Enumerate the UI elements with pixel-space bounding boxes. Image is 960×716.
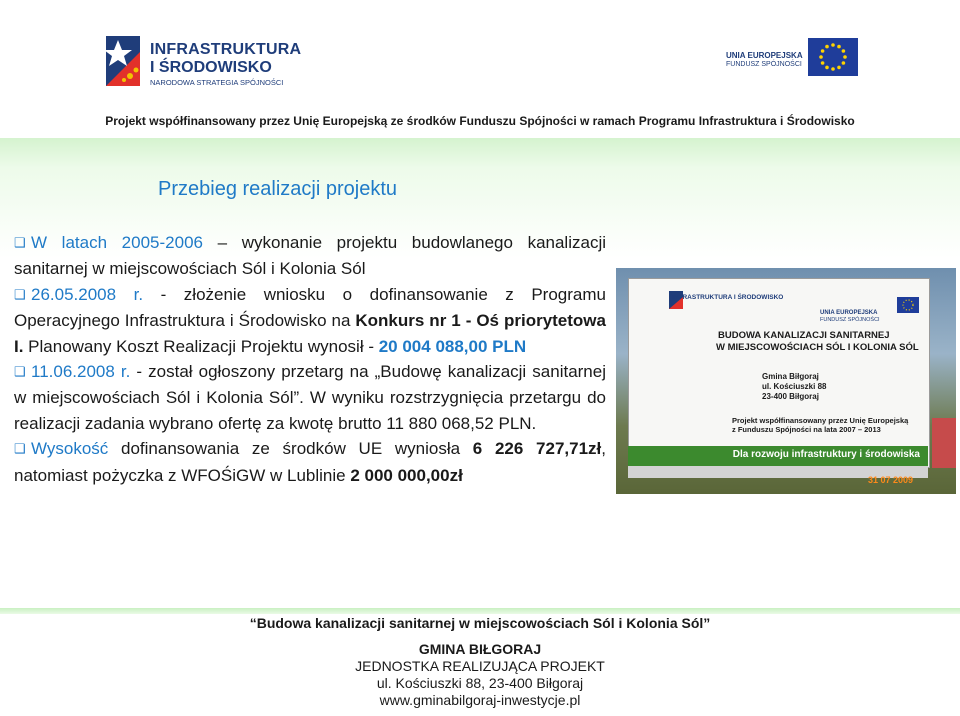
list-item [14, 282, 606, 359]
footer-website: www.gminabilgoraj-inwestycje.pl [379, 692, 581, 708]
logo-line-3: NARODOWA STRATEGIA SPÓJNOŚCI [150, 78, 284, 87]
photo-date-stamp: 31 07 2009 [868, 475, 914, 485]
checkbox-bullet-icon: ❑ [14, 441, 26, 457]
eu-logo-line-1: UNIA EUROPEJSKA [726, 51, 803, 60]
item-bold-text: Konkurs nr 1 - Oś priorytetowa I. [14, 311, 606, 356]
board-address-2: ul. Kościuszki 88 [762, 382, 827, 391]
board-eu-line-1: UNIA EUROPEJSKA [820, 310, 878, 316]
item-text: dofinansowania ze środków UE wyniosła [108, 439, 473, 459]
footer-unit: JEDNOSTKA REALIZUJĄCA PROJEKT [355, 658, 605, 674]
infrastruktura-logo [100, 32, 302, 92]
item-text: , natomiast pożyczka z WFOŚiGW w Lublinie [14, 439, 606, 485]
board-cofin-2: z Funduszu Spójności na lata 2007 – 2013 [732, 425, 881, 434]
eu-funding-amount: 6 226 727,71zł [472, 439, 602, 459]
item-text: Planowany Koszt Realizacji Projektu wynosił - [23, 336, 379, 356]
footer-project-name: “Budowa kanalizacji sanitarnej w miejscowościach Sól i Kolonia Sól” [249, 615, 711, 631]
logo-line-1: INFRASTRUKTURA [150, 41, 302, 58]
loan-amount: 2 000 000,00zł [350, 465, 463, 485]
progress-list [14, 230, 606, 488]
planned-cost-amount: 20 004 088,00 PLN [378, 336, 527, 356]
side-sign [932, 418, 956, 468]
board-title-line-1: BUDOWA KANALIZACJI SANITARNEJ [718, 330, 890, 341]
board-band [628, 446, 928, 466]
item-date: W latach 2005-2006 [31, 233, 203, 252]
checkbox-bullet-icon: ❑ [14, 286, 26, 302]
list-item [14, 436, 606, 488]
eu-logo-line-2: FUNDUSZ SPÓJNOŚCI [726, 61, 802, 68]
item-date: 11.06.2008 r. [31, 362, 131, 382]
eu-flag-icon [897, 297, 919, 313]
slide-body [0, 138, 960, 608]
footer-address: ul. Kościuszki 88, 23-400 Biłgoraj [376, 675, 584, 691]
board-address-1: Gmina Biłgoraj [762, 372, 819, 381]
billboard-photo [616, 268, 956, 494]
footer [0, 608, 960, 716]
board-eu-line-2: FUNDUSZ SPÓJNOŚCI [820, 317, 880, 323]
infrastruktura-logo-icon [100, 32, 146, 90]
item-date: 26.05.2008 r. [31, 284, 144, 304]
cofinancing-line: Projekt współfinansowany przez Unię Europejską ze środków Funduszu Spójności w ramach Programu Infrastruktura i Środowisko [105, 114, 855, 128]
board-address-3: 23-400 Biłgoraj [762, 392, 819, 401]
board-title-line-2: W MIEJSCOWOŚCIACH SÓL I KOLONIA SÓL [716, 342, 919, 353]
eu-flag-icon [808, 38, 858, 76]
item-text: - złożenie wniosku o dofinansowanie z Programu Operacyjnego Infrastruktura i Środowisko na [14, 284, 606, 331]
page-title: Przebieg realizacji projektu [158, 178, 398, 200]
checkbox-bullet-icon: ❑ [14, 364, 26, 380]
header [0, 0, 960, 138]
item-text: - został ogłoszony przetarg na „Budowę kanalizacji sanitarnej w miejscowościach Sól i Kolonia Sól”. W wyniku rozstrzygnięcia przetargu do realizacji zadania wybrano ofertę za kwotę brutto 11 880 068,52 PLN. [14, 362, 606, 433]
board-cofin-1: Projekt współfinansowany przez Unię Europejską [732, 416, 909, 425]
eu-logo [724, 38, 864, 78]
board-logo-text: INFRASTRUKTURA I ŚRODOWISKO [672, 294, 784, 301]
footer-divider [0, 608, 960, 614]
board-band-text: Dla rozwoju infrastruktury i środowiska [732, 449, 920, 460]
checkbox-bullet-icon: ❑ [14, 235, 26, 250]
item-lead: Wysokość [31, 439, 109, 459]
footer-municipality: GMINA BIŁGORAJ [418, 641, 542, 657]
list-item [14, 230, 606, 282]
logo-line-2: I ŚRODOWISKO [150, 59, 272, 76]
list-item [14, 359, 606, 436]
item-text: – wykonanie projektu budowlanego kanalizacji sanitarnej w miejscowościach Sól i Kolonia Sól [14, 233, 606, 279]
